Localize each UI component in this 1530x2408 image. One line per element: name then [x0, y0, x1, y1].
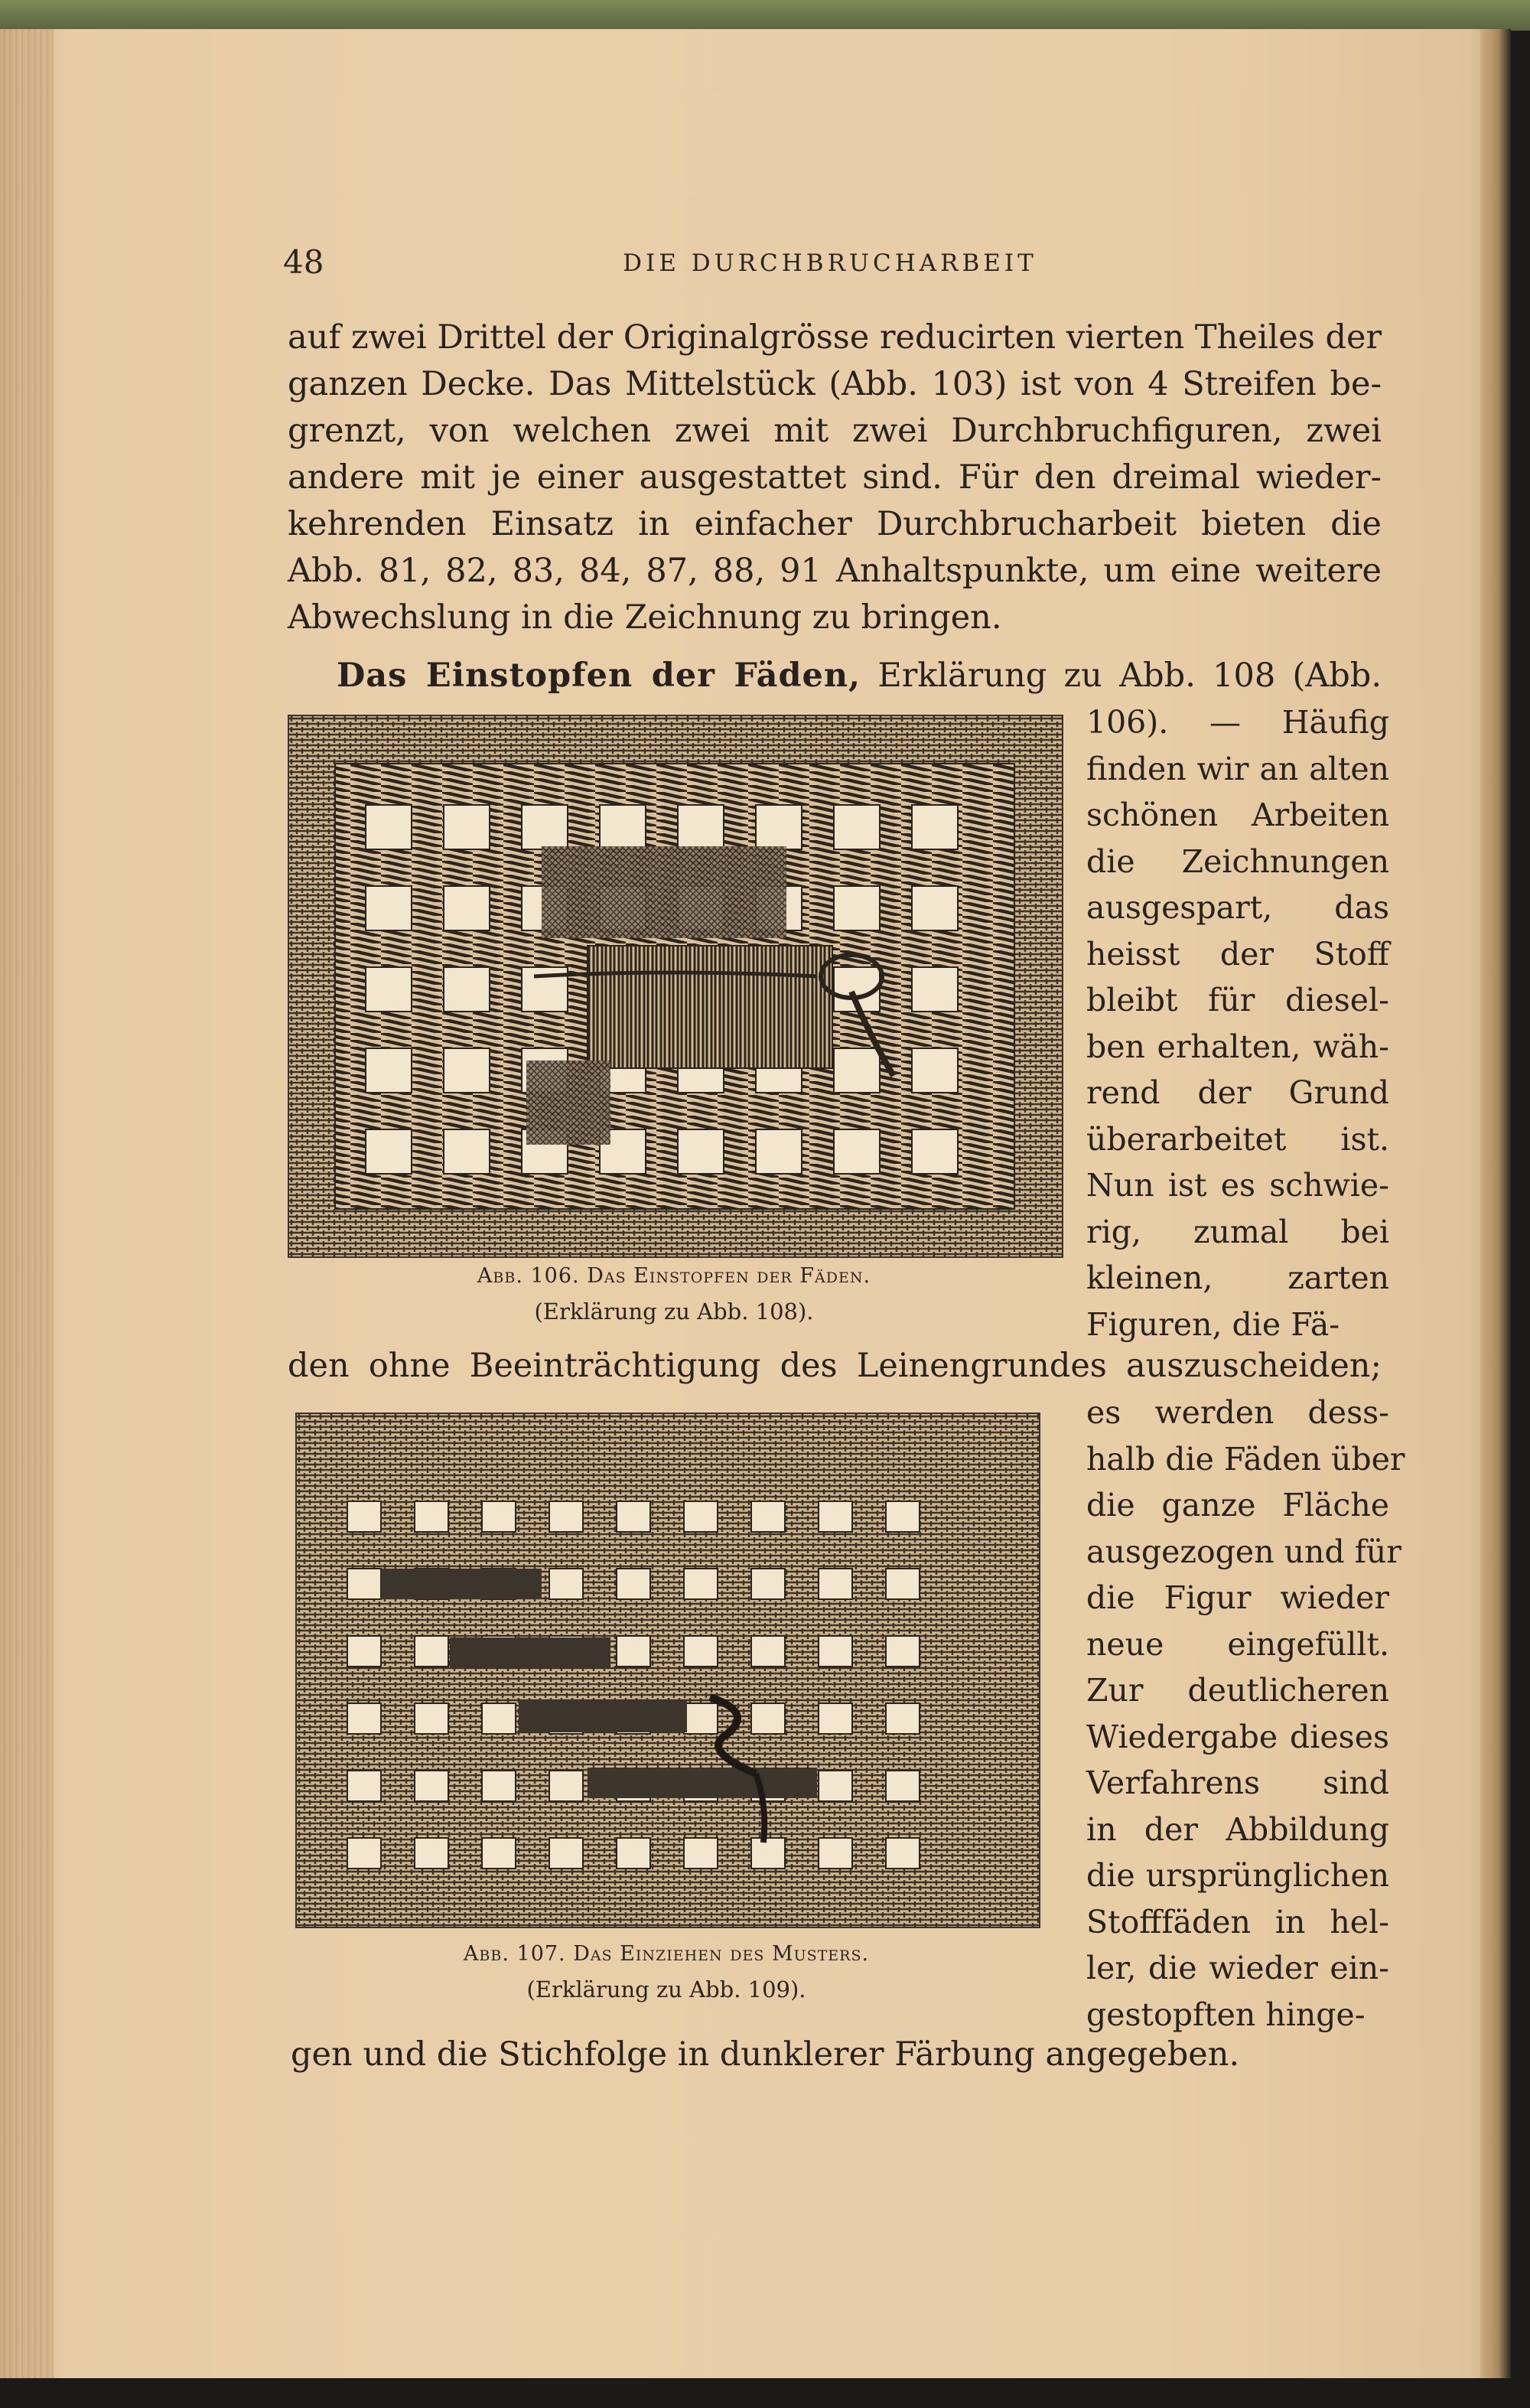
openwork-window [482, 1501, 516, 1532]
openwork-window [886, 1501, 920, 1532]
text-line: ganzen Decke. Das Mittelstück (Abb. 103) ist von 4 Streifen be- [288, 365, 1382, 403]
openwork-window [347, 1771, 381, 1801]
side-text-line: ausgespart, das [1086, 889, 1389, 926]
openwork-window [819, 1838, 852, 1869]
openwork-window [751, 1703, 785, 1734]
openwork-window [912, 967, 958, 1012]
openwork-window [819, 1636, 852, 1667]
openwork-window [549, 1771, 583, 1801]
openwork-window [366, 1048, 412, 1093]
text-line: den ohne Beeinträchtigung des Leinengrundes auszuscheiden; [288, 1347, 1382, 1385]
openwork-window [415, 1501, 448, 1532]
openwork-window [366, 1129, 412, 1174]
openwork-window [347, 1838, 381, 1869]
text-line: andere mit je einer ausgestattet sind. Für den dreimal wieder- [288, 458, 1382, 497]
page-header [283, 243, 1377, 289]
text-line: auf zwei Drittel der Originalgrösse reducirten vierten Theiles der [288, 318, 1382, 357]
side-text-line: 106). — Häufig [1086, 704, 1389, 741]
openwork-window [444, 1048, 490, 1093]
openwork-window [444, 805, 490, 849]
figure-107-illustration [295, 1413, 1040, 1928]
openwork-window [886, 1838, 920, 1869]
openwork-window [751, 1838, 785, 1869]
openwork-window [415, 1771, 448, 1801]
page-stack-edge [0, 29, 54, 2378]
openwork-window [684, 1838, 718, 1869]
figure-107-caption [295, 1942, 1037, 2002]
side-text-line: halb die Fäden über [1086, 1440, 1405, 1478]
openwork-window [834, 1048, 880, 1093]
openwork-window [678, 1129, 724, 1174]
text-line: Abb. 81, 82, 83, 84, 87, 88, 91 Anhaltspunkte, um eine weitere [288, 552, 1382, 590]
openwork-window [549, 1838, 583, 1869]
side-text-line: die Figur wieder [1086, 1579, 1389, 1616]
openwork-window [444, 967, 490, 1012]
openwork-window [886, 1771, 920, 1801]
openwork-window [415, 1636, 448, 1667]
figure-106-caption [288, 1264, 1060, 1325]
openwork-window [756, 805, 802, 849]
text-line: grenzt, von welchen zwei mit zwei Durchbruchfiguren, zwei [288, 412, 1382, 450]
openwork-window [617, 1569, 650, 1599]
openwork-window [912, 805, 958, 849]
side-text-line: ben erhalten, wäh- [1086, 1028, 1389, 1065]
side-text-line: gestopften hinge- [1086, 1996, 1366, 2033]
openwork-window [617, 1501, 650, 1532]
openwork-window [549, 1569, 583, 1599]
openwork-window [522, 805, 568, 849]
openwork-window [751, 1636, 785, 1667]
heading-continuation: Erklärung zu Abb. 108 (Abb. [861, 657, 1382, 695]
openwork-window [366, 805, 412, 849]
openwork-window [751, 1501, 785, 1532]
openwork-window [347, 1569, 381, 1599]
side-text-line: rig, zumal bei [1086, 1213, 1389, 1250]
side-text-line: heisst der Stoff [1086, 935, 1389, 973]
openwork-window [684, 1636, 718, 1667]
openwork-window [886, 1569, 920, 1599]
openwork-window [678, 805, 724, 849]
side-text-line: Figuren, die Fä- [1086, 1305, 1340, 1343]
openwork-window [600, 805, 646, 849]
openwork-window [347, 1501, 381, 1532]
openwork-window [684, 1569, 718, 1599]
section-heading: Das Einstopfen der Fäden, [337, 657, 861, 695]
text-line: gen und die Stichfolge in dunklerer Färbung angegeben. [291, 2035, 1240, 2074]
openwork-window [912, 886, 958, 930]
openwork-window [886, 1636, 920, 1667]
openwork-window [684, 1703, 718, 1734]
page-number: 48 [283, 243, 324, 281]
side-text-line: die ganze Fläche [1086, 1487, 1389, 1523]
openwork-window [912, 1129, 958, 1174]
book-cover-edge [0, 0, 1530, 31]
side-text-line: in der Abbildung [1086, 1810, 1389, 1848]
openwork-window [415, 1703, 448, 1734]
figure-107-title: Abb. 107. Das Einziehen des Musters. [463, 1942, 870, 1966]
side-text-line: neue eingefüllt. [1086, 1625, 1389, 1663]
openwork-window [751, 1569, 785, 1599]
openwork-window [366, 886, 412, 930]
running-head: DIE DURCHBRUCHARBEIT [623, 249, 1037, 277]
side-text-line: Nun ist es schwie- [1086, 1167, 1389, 1204]
openwork-window [886, 1703, 920, 1734]
openwork-window [834, 805, 880, 849]
page-gutter [1480, 29, 1511, 2378]
openwork-window [482, 1838, 516, 1869]
side-text-line: es werden dess- [1086, 1394, 1389, 1431]
side-text-line: die ursprünglichen [1086, 1857, 1389, 1894]
side-text-line: die Zeichnungen [1086, 842, 1389, 880]
openwork-window [756, 1129, 802, 1174]
side-text-line: Zur deutlicheren [1086, 1672, 1389, 1709]
openwork-window [834, 886, 880, 930]
side-text-line: rend der Grund [1086, 1074, 1389, 1111]
openwork-window [819, 1569, 852, 1599]
openwork-window [819, 1703, 852, 1734]
figure-106-title: Abb. 106. Das Einstopfen der Fäden. [477, 1264, 871, 1288]
section-heading-line [337, 657, 1382, 695]
figure-106-subtitle: (Erklärung zu Abb. 108). [534, 1298, 814, 1325]
side-text-line: kleinen, zarten [1086, 1259, 1389, 1296]
openwork-window [549, 1501, 583, 1532]
openwork-window [617, 1838, 650, 1869]
text-line: Abwechslung in die Zeichnung zu bringen. [288, 598, 1002, 637]
side-text-line: schönen Arbeiten [1086, 797, 1389, 833]
openwork-window [819, 1771, 852, 1801]
openwork-window [347, 1636, 381, 1667]
side-text-line: ler, die wieder ein- [1086, 1950, 1389, 1986]
side-text-line: bleibt für diesel- [1086, 982, 1389, 1018]
openwork-window [617, 1636, 650, 1667]
text-line: kehrenden Einsatz in einfacher Durchbrucharbeit bieten die [288, 505, 1382, 543]
openwork-window [415, 1838, 448, 1869]
figure-106-illustration [288, 715, 1063, 1258]
openwork-window [482, 1703, 516, 1734]
figure-107-subtitle: (Erklärung zu Abb. 109). [526, 1976, 806, 2002]
openwork-window [819, 1501, 852, 1532]
side-text-line: finden wir an alten [1086, 750, 1389, 787]
openwork-window [684, 1501, 718, 1532]
side-text-line: Verfahrens sind [1086, 1764, 1389, 1801]
openwork-window [444, 886, 490, 930]
openwork-window [347, 1703, 381, 1734]
openwork-window [444, 1129, 490, 1174]
side-text-line: überarbeitet ist. [1086, 1120, 1389, 1158]
openwork-window [482, 1771, 516, 1801]
openwork-window [912, 1048, 958, 1093]
side-text-line: Stofffäden in hel- [1086, 1903, 1389, 1940]
side-text-line: ausgezogen und für [1086, 1533, 1401, 1570]
openwork-window [366, 967, 412, 1012]
openwork-window [834, 1129, 880, 1174]
side-text-line: Wiedergabe dieses [1086, 1718, 1389, 1755]
